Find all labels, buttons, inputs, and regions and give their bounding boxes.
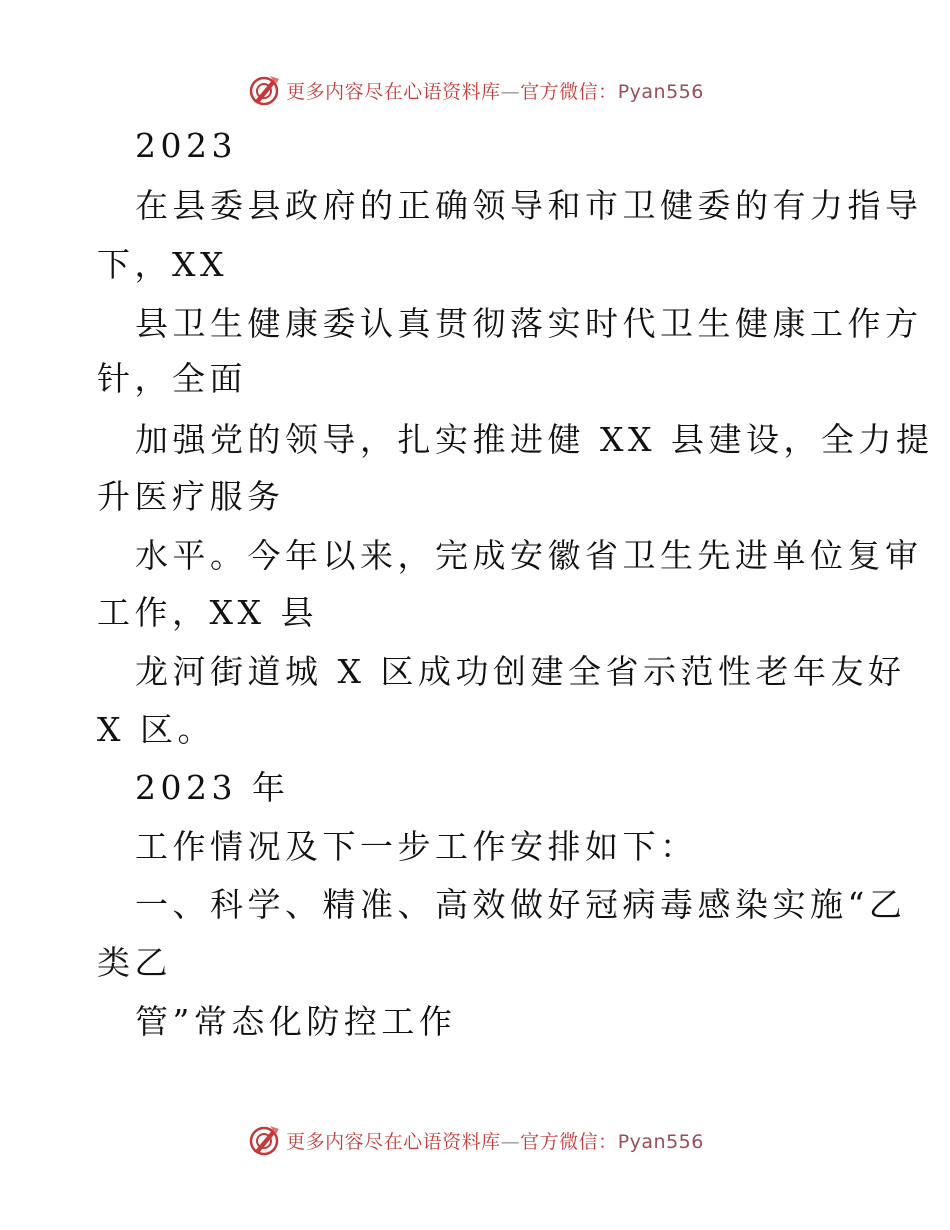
watermark-contact: 官方微信： <box>520 80 618 103</box>
text-line: 在县委县政府的正确领导和市卫健委的有力指导 <box>135 186 923 225</box>
watermark-contact: 官方微信： <box>520 1130 618 1153</box>
watermark-wechat-id: Pyan556 <box>617 80 704 103</box>
text-line: 针，全面 <box>97 359 247 398</box>
text-line: X 区。 <box>97 710 215 749</box>
text-line: 工作，XX 县 <box>97 593 318 632</box>
text-line: 类乙 <box>97 943 172 982</box>
watermark-text <box>286 1127 704 1154</box>
text-line: 2023 <box>135 126 237 165</box>
text-line: 龙河街道城 X 区成功创建全省示范性老年友好 <box>135 652 906 691</box>
text-line: 下，XX <box>97 245 228 284</box>
watermark-brand: 更多内容尽在心语资料库 <box>286 80 501 103</box>
text-line: 一、科学、精准、高效做好冠病毒感染实施“乙 <box>135 885 907 924</box>
text-line: 水平。今年以来，完成安徽省卫生先进单位复审 <box>135 536 923 575</box>
watermark-separator: — <box>500 1130 521 1153</box>
quill-logo-icon <box>246 1122 282 1158</box>
text-line: 2023 年 <box>135 768 290 807</box>
text-line: 升医疗服务 <box>97 477 285 516</box>
text-line: 管”常态化防控工作 <box>135 1002 457 1041</box>
text-line: 加强党的领导，扎实推进健 XX 县建设，全力提 <box>135 420 934 459</box>
text-line: 县卫生健康委认真贯彻落实时代卫生健康工作方 <box>135 304 923 343</box>
watermark-brand: 更多内容尽在心语资料库 <box>286 1130 501 1153</box>
watermark-wechat-id: Pyan556 <box>617 1130 704 1153</box>
watermark-separator: — <box>500 80 521 103</box>
footer-watermark <box>0 1120 950 1160</box>
text-line: 工作情况及下一步工作安排如下： <box>135 827 698 866</box>
